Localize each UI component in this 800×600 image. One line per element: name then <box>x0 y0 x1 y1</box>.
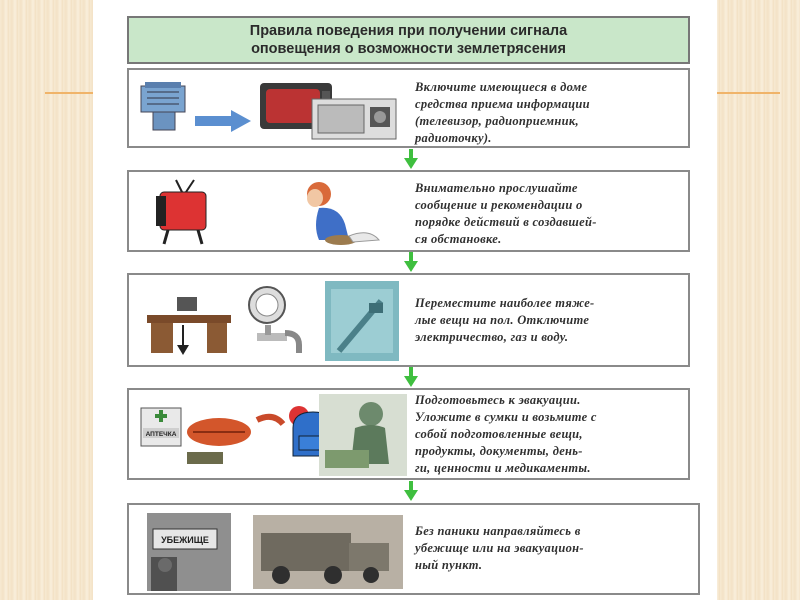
arrow-down-icon <box>404 252 418 272</box>
step-3-text: Переместите наиболее тяже- лые вещи на пол. Отключите электричество, газ и воду. <box>415 296 595 344</box>
radio-speaker-illustration <box>137 80 192 136</box>
decorative-line-right <box>717 92 780 94</box>
meter-and-faucet-illustration <box>237 285 313 361</box>
step-1-text: Включите имеющиеся в доме средства приема информации (телевизор, радиоприемник, радиоточку). <box>415 80 590 145</box>
step-2 <box>127 170 690 252</box>
arrow-right-icon <box>195 110 251 132</box>
arrow-down-icon <box>404 481 418 501</box>
first-aid-kit-illustration <box>139 404 185 454</box>
step-4-text: Подготовьтесь к эвакуации. Уложите в сумки и возьмите с собой подготовленные вещи, продукты, документы, день- ги, ценности и медикаменты. <box>415 393 597 475</box>
arrow-down-icon <box>404 149 418 169</box>
title-box <box>127 16 690 64</box>
first-aid-label: АПТЕЧКА <box>145 431 177 438</box>
step-3 <box>127 273 690 367</box>
tv-set-illustration <box>154 178 214 246</box>
shelter-sign-photo <box>147 513 231 591</box>
step-1 <box>127 68 690 148</box>
bags-and-documents-illustration <box>185 406 295 466</box>
page-title: Правила поведения при получении сигнала оповещения о возможности землетрясения <box>249 23 568 57</box>
evacuation-vehicles-photo <box>253 515 403 589</box>
person-packing-illustration <box>319 394 407 476</box>
shutoff-valve-photo <box>325 281 399 361</box>
step-5-text: Без паники направляйтесь в убежище или на эвакуацион- ный пункт. <box>415 524 584 572</box>
desk-with-arrow-illustration <box>143 289 235 359</box>
arrow-down-icon <box>404 367 418 387</box>
shelter-sign-text: УБЕЖИЩЕ <box>161 535 209 545</box>
step-4 <box>127 388 690 480</box>
step-5 <box>127 503 700 595</box>
step-2-text: Внимательно прослушайте сообщение и рекомендации о порядке действий в создавшей- ся обстановке. <box>415 181 597 246</box>
listening-person-illustration <box>289 178 384 246</box>
tv-and-radio-illustration <box>254 75 404 143</box>
decorative-line-left <box>45 92 93 94</box>
